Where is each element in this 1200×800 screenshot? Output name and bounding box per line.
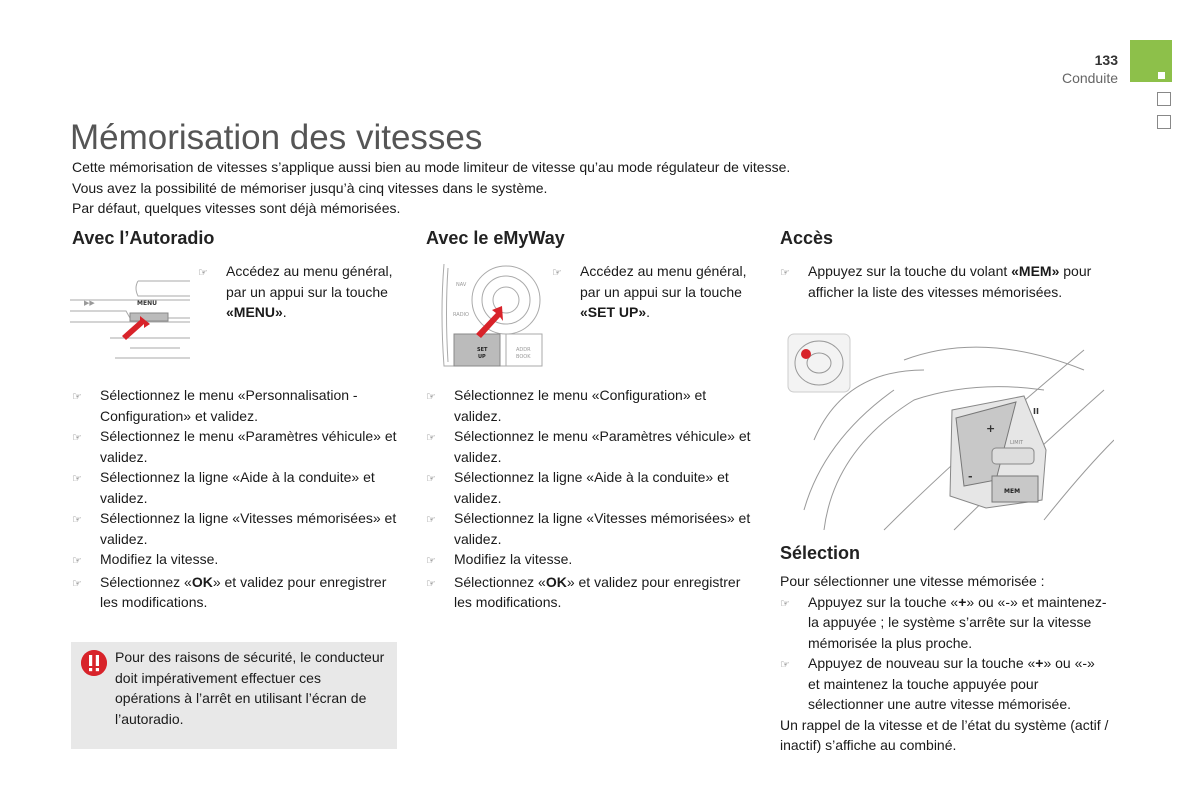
- book-key-label: BOOK: [516, 354, 531, 360]
- addr-key-label: ADDR: [516, 347, 531, 353]
- selection-text: » ou «-» et maintenez la touche appuyée pour sélectionner une autre vitesse mémorisée.: [808, 655, 1095, 712]
- selection-outro: Un rappel de la vitesse et de l’état du système (actif / inactif) s’affiche au combiné.: [780, 716, 1109, 753]
- mem-key-label: MEM: [1004, 488, 1021, 495]
- emyway-setup-illustration: [440, 262, 545, 372]
- plus-key: +: [1035, 655, 1044, 671]
- step: Sélectionnez la ligne «Aide à la conduite» et validez.: [454, 469, 729, 506]
- chapter-tab: [1157, 115, 1171, 129]
- step-text: Sélectionnez «: [454, 573, 546, 590]
- hand-pointer-icon: ☞: [426, 432, 436, 444]
- hand-pointer-icon: ☞: [72, 391, 82, 403]
- mem-key-name: «MEM»: [1011, 263, 1060, 279]
- section-name: Conduite: [1061, 70, 1118, 86]
- warning-text: Pour des raisons de sécurité, le conducteur doit impérativement effectuer ces opérations à l’arrêt en utilisant l’écran de l’autoradio.: [115, 649, 385, 727]
- hand-pointer-icon: ☞: [72, 473, 82, 485]
- hand-pointer-icon: ☞: [72, 432, 82, 444]
- punct: .: [646, 304, 651, 320]
- selection-intro: Pour sélectionner une vitesse mémorisée :: [780, 573, 1045, 589]
- hand-pointer-icon: ☞: [426, 555, 436, 567]
- hand-pointer-icon: ☞: [780, 267, 790, 279]
- plus-key: +: [958, 593, 967, 610]
- acces-text-part: Appuyez sur la touche du volant: [808, 263, 1012, 279]
- radio-key-label: RADIO: [453, 312, 469, 318]
- setup-key-name: «SET UP»: [580, 304, 647, 320]
- step: Modifiez la vitesse.: [454, 551, 573, 567]
- emyway-access: [552, 261, 757, 323]
- step-text: » et validez pour enregistrer les modifications.: [100, 573, 387, 610]
- autoradio-access: [198, 261, 403, 323]
- chapter-tab-active: [1130, 40, 1172, 82]
- chapter-tab: [1157, 92, 1171, 106]
- selection-heading: Sélection: [780, 543, 861, 563]
- step: Sélectionnez la ligne «Vitesses mémorisées» et validez.: [100, 510, 397, 547]
- page-title: Mémorisation des vitesses: [70, 118, 483, 157]
- hand-pointer-icon: ☞: [552, 267, 562, 279]
- intro: [72, 157, 790, 219]
- step: Sélectionnez la ligne «Aide à la conduite» et validez.: [100, 469, 375, 506]
- step: Sélectionnez le menu «Paramètres véhicule» et validez.: [454, 428, 751, 465]
- setup-key-label: SET: [477, 347, 488, 353]
- acces-heading: Accès: [780, 228, 834, 248]
- step: Sélectionnez la ligne «Vitesses mémorisées» et validez.: [454, 510, 751, 547]
- setup-key-label-2: UP: [478, 354, 486, 360]
- autoradio-steps: [72, 385, 397, 613]
- punct: .: [282, 304, 287, 320]
- step: Sélectionnez le menu «Paramètres véhicule» et validez.: [100, 428, 397, 465]
- ok-key: OK: [191, 573, 213, 590]
- step: Modifiez la vitesse.: [100, 551, 219, 567]
- step-text: Sélectionnez «: [100, 573, 192, 590]
- hand-pointer-icon: ☞: [426, 577, 436, 590]
- warning-icon: [81, 650, 107, 676]
- hand-pointer-icon: ☞: [72, 555, 82, 567]
- emyway-steps: [426, 385, 751, 613]
- selection-body: [780, 571, 1110, 756]
- emyway-heading: Avec le eMyWay: [426, 228, 565, 248]
- nav-key-label: NAV: [456, 282, 467, 288]
- hand-pointer-icon: ☞: [780, 659, 790, 671]
- menu-key-name: «MENU»: [226, 304, 283, 320]
- acces-text-part: pour afficher la liste des vitesses mémorisées.: [808, 263, 1092, 300]
- page-number: 133: [1094, 52, 1118, 68]
- pause-key-label: II: [1033, 407, 1039, 416]
- hand-pointer-icon: ☞: [426, 514, 436, 526]
- step-text: » et validez pour enregistrer les modifications.: [454, 573, 741, 610]
- svg-text:▶▶: ▶▶: [84, 299, 95, 307]
- hand-pointer-icon: ☞: [72, 514, 82, 526]
- hand-pointer-icon: ☞: [198, 267, 208, 279]
- autoradio-access-text: Accédez au menu général, par un appui sur la touche: [226, 263, 393, 300]
- step: Sélectionnez le menu «Configuration» et validez.: [454, 387, 707, 424]
- intro-line: Cette mémorisation de vitesses s’applique aussi bien au mode limiteur de vitesse qu’au mode régulateur de vitesse.: [72, 159, 791, 175]
- autoradio-menu-illustration: [70, 278, 190, 364]
- hand-pointer-icon: ☞: [426, 473, 436, 485]
- emyway-access-text: Accédez au menu général, par un appui sur la touche: [580, 263, 747, 300]
- ok-key: OK: [545, 573, 567, 590]
- selection-text: Appuyez de nouveau sur la touche «: [808, 655, 1036, 671]
- hand-pointer-icon: ☞: [426, 391, 436, 403]
- limit-label: LIMIT: [1010, 440, 1024, 446]
- plus-key-label: +: [986, 422, 996, 435]
- hand-pointer-icon: ☞: [780, 597, 790, 610]
- menu-key-label: MENU: [137, 300, 157, 307]
- hand-pointer-icon: ☞: [72, 577, 82, 590]
- minus-key-label: -: [968, 470, 973, 483]
- step: Sélectionnez le menu «Personnalisation - Configuration» et validez.: [100, 387, 358, 424]
- acces-text: [780, 261, 1110, 302]
- safety-warning: [71, 642, 397, 749]
- selection-text: Appuyez sur la touche «: [808, 593, 959, 610]
- steering-wheel-illustration: [784, 330, 1114, 535]
- intro-line: Vous avez la possibilité de mémoriser jusqu’à cinq vitesses dans le système.: [72, 179, 548, 196]
- intro-line: Par défaut, quelques vitesses sont déjà mémorisées.: [72, 200, 401, 216]
- selection-text: » ou «-» et maintenez-la appuyée ; le système s’arrête sur la vitesse mémorisée la plus proche.: [808, 593, 1107, 651]
- autoradio-heading: Avec l’Autoradio: [72, 228, 215, 248]
- highlight-marker: [801, 349, 811, 359]
